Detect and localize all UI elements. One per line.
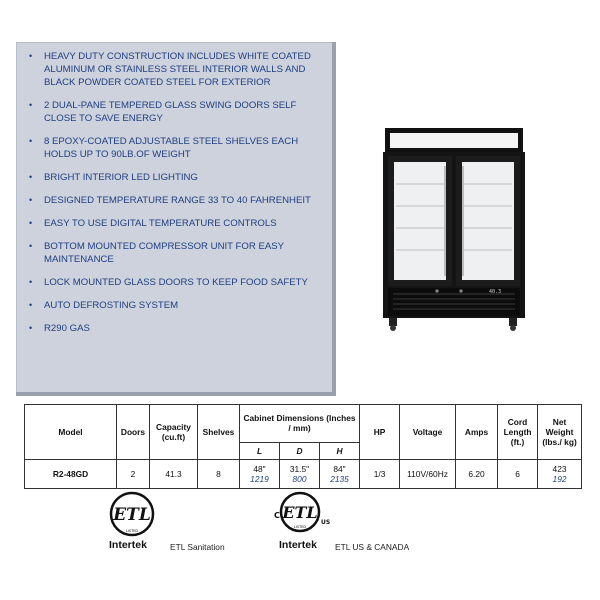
- feature-item: [26, 194, 324, 207]
- bullet-icon: •: [29, 241, 33, 251]
- header-depth: D: [280, 442, 320, 459]
- cell-length: [240, 460, 280, 489]
- cell-depth: [280, 460, 320, 489]
- length-mm: 1219: [250, 474, 269, 484]
- cell-cord-length: 6: [498, 460, 538, 489]
- feature-text: R290 GAS: [44, 323, 90, 334]
- svg-text:US: US: [321, 519, 331, 526]
- feature-item: [26, 322, 324, 335]
- fridge-foot: [509, 318, 517, 326]
- cell-voltage: 110V/60Hz: [400, 460, 456, 489]
- feature-text: 2 DUAL-PANE TEMPERED GLASS SWING DOORS SELF CLOSE TO SAVE ENERGY: [44, 100, 297, 124]
- table-row: [25, 460, 582, 489]
- cell-model: R2-48GD: [25, 460, 117, 489]
- feature-item: [26, 217, 324, 230]
- fridge-right-glass: [462, 162, 514, 280]
- cell-hp: 1/3: [360, 460, 400, 489]
- header-capacity: Capacity (cu.ft): [150, 405, 198, 460]
- etl-sanitation-logo: [108, 490, 156, 540]
- features-list: [16, 42, 332, 335]
- fridge-foot: [389, 318, 397, 326]
- header-shelves: Shelves: [198, 405, 240, 460]
- bullet-icon: •: [29, 277, 33, 287]
- feature-item: [26, 299, 324, 312]
- header-hp: HP: [360, 405, 400, 460]
- bullet-icon: •: [29, 323, 33, 333]
- cell-shelves: 8: [198, 460, 240, 489]
- feature-text: LOCK MOUNTED GLASS DOORS TO KEEP FOOD SAFETY: [44, 277, 308, 288]
- feature-text: BRIGHT INTERIOR LED LIGHTING: [44, 172, 198, 183]
- fridge-left-glass: [394, 162, 446, 280]
- header-cabinet-dimensions: Cabinet Dimensions (Inches / mm): [240, 405, 360, 443]
- fridge-canopy-light: [390, 133, 518, 148]
- header-voltage: Voltage: [400, 405, 456, 460]
- bullet-icon: •: [29, 218, 33, 228]
- feature-item: [26, 240, 324, 266]
- length-inches: 48": [253, 464, 266, 474]
- weight-kg: 192: [552, 474, 567, 484]
- bullet-icon: •: [29, 195, 33, 205]
- etl-us-canada-caption: ETL US & CANADA: [335, 542, 410, 552]
- header-model: Model: [25, 405, 117, 460]
- cell-capacity: 41.3: [150, 460, 198, 489]
- feature-text: 8 EPOXY-COATED ADJUSTABLE STEEL SHELVES EACH HOLDS UP TO 90LB.OF WEIGHT: [44, 136, 299, 160]
- height-mm: 2135: [330, 474, 349, 484]
- bullet-icon: •: [29, 172, 33, 182]
- header-length: L: [240, 442, 280, 459]
- header-height: H: [320, 442, 360, 459]
- feature-item: [26, 99, 324, 125]
- weight-lbs: 423: [552, 464, 567, 474]
- bullet-icon: •: [29, 51, 33, 61]
- svg-text:LISTED: LISTED: [125, 529, 139, 533]
- intertek-label: Intertek: [109, 539, 147, 551]
- feature-item: [26, 135, 324, 161]
- header-cord-length: Cord Length (ft.): [498, 405, 538, 460]
- svg-text:ETL: ETL: [113, 505, 151, 525]
- svg-text:ETL: ETL: [282, 503, 318, 522]
- svg-text:LISTED: LISTED: [293, 525, 307, 529]
- cell-net-weight: [538, 460, 582, 489]
- feature-text: HEAVY DUTY CONSTRUCTION INCLUDES WHITE COATED ALUMINUM OR STAINLESS STEEL INTERIOR WALLS AND BLACK POWDER COATED STEEL FOR EXTERIOR: [44, 51, 311, 88]
- feature-text: AUTO DEFROSTING SYSTEM: [44, 300, 179, 311]
- depth-inches: 31.5": [289, 464, 310, 474]
- feature-item: [26, 171, 324, 184]
- feature-text: BOTTOM MOUNTED COMPRESSOR UNIT FOR EASY MAINTENANCE: [44, 241, 284, 265]
- intertek-label: Intertek: [279, 539, 317, 551]
- header-net-weight: Net Weight (lbs./ kg): [538, 405, 582, 460]
- header-doors: Doors: [117, 405, 150, 460]
- etl-sanitation-caption: ETL Sanitation: [170, 542, 225, 552]
- height-inches: 84": [333, 464, 346, 474]
- feature-item: [26, 276, 324, 289]
- header-row: [25, 405, 582, 443]
- cell-doors: 2: [117, 460, 150, 489]
- spec-table: [24, 404, 582, 489]
- feature-item: [26, 50, 324, 89]
- refrigerator-image: [377, 126, 529, 332]
- bullet-icon: •: [29, 136, 33, 146]
- cell-height: [320, 460, 360, 489]
- feature-text: EASY TO USE DIGITAL TEMPERATURE CONTROLS: [44, 218, 277, 229]
- cell-amps: 6.20: [456, 460, 498, 489]
- feature-text: DESIGNED TEMPERATURE RANGE 33 TO 40 FAHRENHEIT: [44, 195, 311, 206]
- etl-us-canada-logo: [268, 488, 334, 540]
- header-amps: Amps: [456, 405, 498, 460]
- bullet-icon: •: [29, 100, 33, 110]
- svg-text:C: C: [274, 511, 280, 520]
- features-panel: [16, 42, 336, 396]
- bullet-icon: •: [29, 300, 33, 310]
- temperature-display: 40.3: [489, 289, 502, 295]
- depth-mm: 800: [292, 474, 307, 484]
